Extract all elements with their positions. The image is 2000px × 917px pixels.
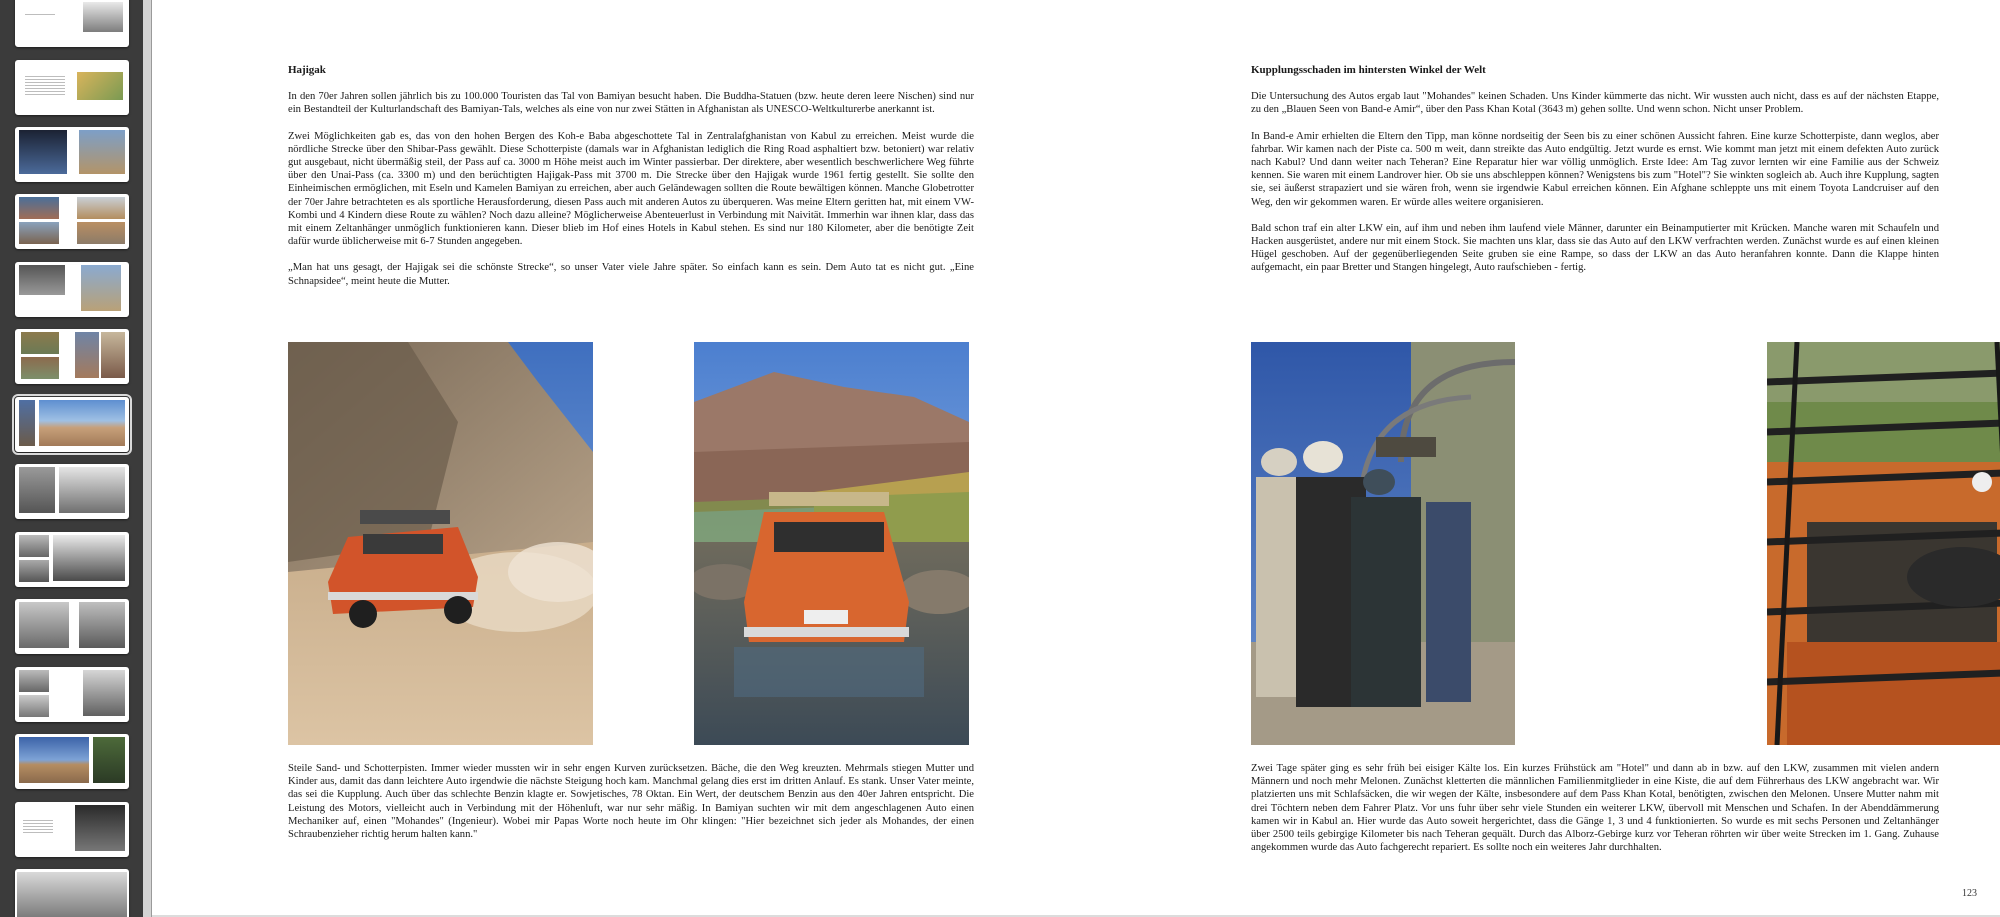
photo-car-dusty-road (288, 342, 593, 745)
page-thumbnail[interactable] (15, 0, 129, 47)
page-thumbnail[interactable] (15, 869, 129, 917)
page-thumbnail[interactable] (15, 329, 129, 384)
left-page-text (288, 64, 974, 301)
paragraph: „Man hat uns gesagt, der Hajigak sei die schönste Strecke“, so unser Vater viele Jahre später. So einfach kann es sein. Dem Auto tat es nicht gut. „Eine Schnapsidee“, meint heute die Mutter. (288, 262, 974, 287)
paragraph: Bald schon traf ein alter LKW ein, auf ihm und neben ihm laufend viele Männer, darunter ein Beinamputierter mit Krücken. Manche waren mit Schaufeln und Hacken ausgerüstet, andere nur mit einem Stock. Sie machten uns klar, dass sie das Auto auf den LKW verfrachten werden. Zunächst wurde es auf einen kleinen Hügel geschoben. Auf der gegenüberliegenden Seite gruben sie eine Rampe, so dass der LKW an das Auto heranfahren konnte. Dann die Klappe hinten aufgemacht, ein paar Bretter und Stangen hingelegt, Auto raufschieben - fertig. (1251, 222, 1939, 274)
page-thumbnail[interactable] (15, 734, 129, 789)
left-page-caption: Steile Sand- und Schotterpisten. Immer wieder mussten wir in sehr engen Kurven zurücksetzen. Bäche, die den Weg kreuzten. Mehrmals stiegen Mutter und Kinder aus, damit das dann leichtere Auto irgendwie die nächste Steigung hoch kam. Manchmal gelang dies erst im dritten Anlauf. Es stank. Unser Vater meinte, das sei die Kupplung. Auch über das schlechte Benzin klagte er. Sowjetisches, 78 Oktan. Ein Wert, der deutschem Benzin aus den 40er Jahren entspricht. Die Leistung des Motors, vielleicht auch in Verbindung mit der Höhenluft, war nur sehr mäßig. In Bamiyan suchten wir mit dem angeschlagenen Auto einen Mechaniker auf, einen "Mohandes" (Ingenieur). Wobei mir Papas Worte noch heute im Ohr klingen: "Hier bezeichnet sich jeder als Mohandes, der einen Schraubenzieher richtig herum halten kann." (288, 763, 974, 841)
page-thumbnail-sidebar[interactable] (0, 0, 143, 917)
page-thumbnail[interactable] (15, 464, 129, 519)
page-thumbnail[interactable] (15, 802, 129, 857)
right-page-caption: Zwei Tage später ging es sehr früh bei eisiger Kälte los. Ein kurzes Frühstück am "Hotel" und dann ab in bzw. auf den LKW, zusammen mit vielen andern Männern und noch mehr Melonen. Zunächst kletterten die männlichen Familienmitglieder in eine Kiste, die auf dem Führerhaus des LKW angebracht war. Wir platzierten uns mit Schlafsäcken, die wir wegen der Kälte, insbesondere auf dem Pass Khan Kotal, benötigten, zwischen den Melonen. Unsere Mutter nahm mit drei Töchtern neben dem Fahrer Platz. Vor uns fuhr über sehr viele Stunden ein weiterer LKW, übervoll mit Menschen und Schafen. In der Abenddämmerung kamen wir in Kabul an. Hier wurde das Auto soweit hergerichtet, dass die Gänge 1, 3 und 4 funktionierten. So wurde es mit sechs Personen und Zeltanhänger über 2500 teils gebirgige Kilometer bis nach Teheran gequält. Durch das Alborz-Gebirge kurz vor Teheran röhrten wir über weite Strecken im 1. Gang. Zuhause angekommen wurde das Auto fachgerecht repariert. Es sollte noch ein weiteres Jahr durchhalten. (1251, 763, 1939, 854)
page-thumbnail[interactable] (15, 194, 129, 249)
photo-men-loading-truck (1251, 342, 1515, 745)
right-page-text (1251, 64, 1939, 288)
left-page-title: Hajigak (288, 64, 326, 76)
page-thumbnail[interactable] (15, 667, 129, 722)
page-thumbnail[interactable] (15, 127, 129, 182)
page-thumbnail[interactable] (15, 262, 129, 317)
paragraph: Zwei Möglichkeiten gab es, das von den hohen Bergen des Koh-e Baba abgeschottete Tal in Zentralafghanistan von Kabul zu erreichen. Meist wurde die nördliche Strecke über den Shibar-Pass gewählt. Diese Schotterpiste (damals war in Afghanistan lediglich die Ring Road asphaltiert bzw. betoniert) war relativ gut ausgebaut, nicht übermäßig steil, der Pass auf ca. 3000 m Höhe meist auch im Winter passierbar. Der direktere, aber wesentlich beschwerlichere Weg führte über den Unai-Pass (ca. 3300 m) und den berüchtigten Hajigak-Pass mit 3700 m. Die Strecke über den Hajigak wurde 1961 fertig gestellt. Sie sollte den Einheimischen ermöglichen, mit Eseln und Kamelen Bamiyan zu erreichen, aber auch Geländewagen sollten die Route bewältigen können. Manche Globetrotter der 70er Jahre betrachteten es als sportliche Herausforderung, diesen Pass auch mit anderen Autos zu überqueren. Was meine Eltern geritten hat, mit einem VW-Kombi und 4 Kindern diese Route zu wählen? Noch dazu alleine? Möglicherweise Abenteuerlust in Verbindung mit Naivität. Immerhin war ihnen klar, dass das mit einem Zeltanhänger unmöglich funktionieren kann. Dieser blieb im Hof eines Hotels in Kabul stehen. Es sind nur 180 Kilometer, aber die benötigte Zeit dafür wurde üblicherweise mit 6-7 Stunden angegeben. (288, 130, 974, 248)
sidebar-splitter[interactable] (143, 0, 151, 917)
page-thumbnail[interactable] (15, 599, 129, 654)
paragraph: In den 70er Jahren sollen jährlich bis zu 100.000 Touristen das Tal von Bamiyan besucht haben. Die Buddha-Statuen (bzw. heute deren leere Nischen) sind nur ein Bestandteil der Kulturlandschaft des Bamiyan-Tals, welches als eine von nur zwei Stätten in Afghanistan als UNESCO-Weltkulturerbe anerkannt ist. (288, 91, 974, 116)
page-thumbnail[interactable] (15, 532, 129, 587)
right-page-title: Kupplungsschaden im hintersten Winkel der Welt (1251, 64, 1486, 76)
page-thumbnail-selected[interactable] (15, 397, 129, 452)
paragraph: In Band-e Amir erhielten die Eltern den Tipp, man könne nordseitig der Seen bis zu einer schönen Aussicht fahren. Eine kurze Schotterpiste, dann weglos, aber fahrbar. Wir kamen nach der Piste ca. 500 m weit, dann streikte das Auto endgültig. Jetzt wurde es ernst. Wie kommt man jetzt mit einem defekten Auto zurück nach Kabul? Und dann weiter nach Teheran? Eine Reparatur hier war völlig unmöglich. Erste Idee: Am Tag zuvor lernten wir eine Familie aus der Schweiz kennen. Sie waren mit einem Landrover hier. Ob sie uns abschleppen können? Wenigstens bis zum "Hotel"? Sie winkten sogleich ab. Auch ihre Kupplung, sagten sie, sei äußerst strapaziert und sie wären froh, wenn sie irgendwie Kabul erreichen können. Ein Afghane schleppte uns mit einem Toyota Landcruiser auf den Weg, den wir gekommen waren. Er würde alles weitere organisieren. (1251, 130, 1939, 208)
photo-car-stream-crossing (694, 342, 969, 745)
document-page-spread (152, 0, 2000, 917)
page-number: 123 (1962, 888, 1977, 899)
paragraph: Die Untersuchung des Autos ergab laut "Mohandes" keinen Schaden. Uns Kinder kümmerte das nicht. Wir wussten auch nicht, dass es auf der nächsten Etappe, zu den „Blauen Seen von Band-e Amir“, über den Pass Khan Kotal (3643 m) gehen sollte. Und wenn schon. Nicht unser Problem. (1251, 91, 1939, 116)
photo-car-on-truck-bed (1767, 342, 2000, 745)
page-thumbnail[interactable] (15, 60, 129, 115)
